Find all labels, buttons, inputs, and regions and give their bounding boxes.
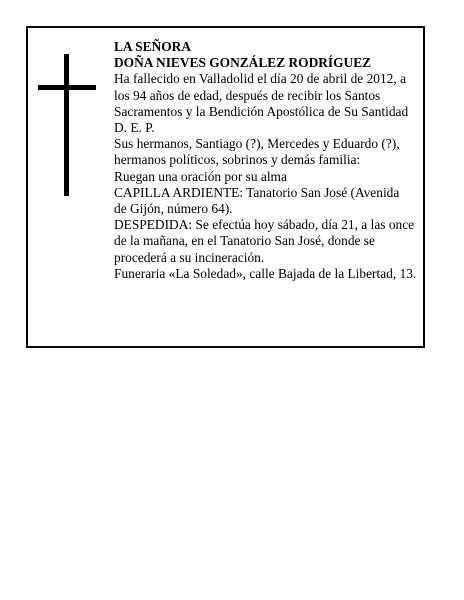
cross-icon <box>64 54 69 196</box>
rip-line: D. E. P. <box>114 120 155 136</box>
farewell-line: procederá a su incineración. <box>114 249 265 265</box>
cross-icon-crossbar <box>38 85 96 90</box>
family-line: Sus hermanos, Santiago (?), Mercedes y Eduardo (?), <box>114 136 400 152</box>
notice-title: LA SEÑORA <box>114 39 192 54</box>
chapel-line: CAPILLA ARDIENTE: Tanatorio San José (Avenida <box>114 184 400 200</box>
funeral-home-line: Funeraria «La Soledad», calle Bajada de la Libertad, 13. <box>114 265 417 281</box>
death-announcement-line: Ha fallecido en Valladolid el día 20 de abril de 2012, a <box>114 71 407 87</box>
obituary-text <box>114 39 424 282</box>
deceased-name: DOÑA NIEVES GONZÁLEZ RODRÍGUEZ <box>114 55 372 71</box>
prayer-request-line: Ruegan una oración por su alma <box>114 168 287 184</box>
family-line: hermanos políticos, sobrinos y demás familia: <box>114 152 361 168</box>
farewell-line: de la mañana, en el Tanatorio San José, donde se <box>114 233 375 249</box>
death-announcement-line: los 94 años de edad, después de recibir los Santos <box>114 87 381 103</box>
chapel-line: de Gijón, número 64). <box>114 201 233 217</box>
death-announcement-line: Sacramentos y la Bendición Apostólica de Su Santidad <box>114 103 409 119</box>
farewell-line: DESPEDIDA: Se efectúa hoy sábado, día 21, a las once <box>114 217 415 233</box>
